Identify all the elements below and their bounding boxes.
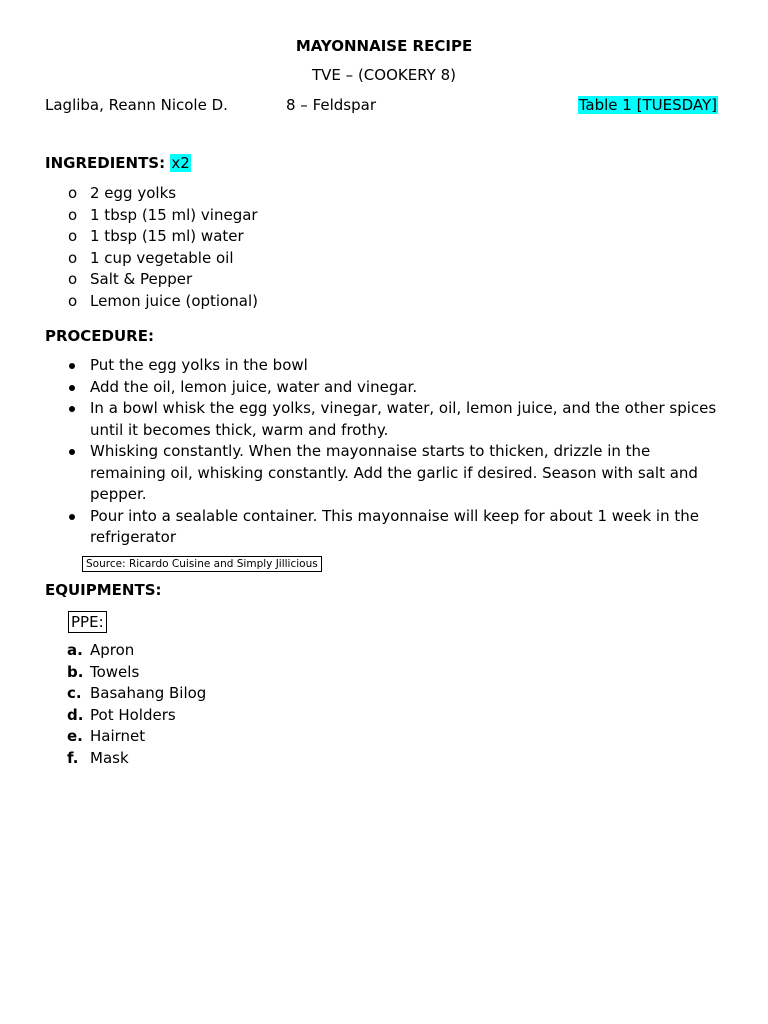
equipment-text: Basahang Bilog xyxy=(90,684,207,702)
list-item xyxy=(45,705,725,727)
procedure-heading: PROCEDURE: xyxy=(45,327,154,345)
bullet-dot-icon xyxy=(69,363,75,369)
student-name: Lagliba, Reann Nicole D. xyxy=(45,96,228,114)
list-item xyxy=(45,269,725,291)
equipment-text: Hairnet xyxy=(90,727,146,745)
list-item xyxy=(45,183,725,205)
document-title: MAYONNAISE RECIPE xyxy=(295,37,473,55)
circle-bullet-icon: o xyxy=(68,270,78,288)
list-item xyxy=(45,226,725,248)
ingredient-text: 1 tbsp (15 ml) vinegar xyxy=(90,205,258,224)
ingredients-multiplier-highlight: x2 xyxy=(171,154,190,172)
circle-bullet-icon: o xyxy=(68,205,78,224)
list-letter: f. xyxy=(67,748,79,767)
circle-bullet-icon: o xyxy=(68,291,78,310)
document-subtitle: TVE – (COOKERY 8) xyxy=(312,66,456,84)
list-letter: b. xyxy=(67,662,84,681)
table-label-highlight: Table 1 [TUESDAY] xyxy=(578,96,717,114)
list-item xyxy=(45,640,725,662)
student-info-row xyxy=(45,96,718,118)
list-item xyxy=(45,205,725,227)
bullet-dot-icon xyxy=(69,385,75,391)
list-item xyxy=(45,662,725,684)
source-citation-box: Source: Ricardo Cuisine and Simply Jillicious xyxy=(82,556,322,572)
equipment-text: Pot Holders xyxy=(90,705,176,724)
list-item xyxy=(45,377,725,399)
list-item xyxy=(45,726,725,748)
procedure-step-text: Pour into a sealable container. This mayonnaise will keep for about 1 week in the refrigerator xyxy=(90,506,699,546)
equipment-text: Mask xyxy=(90,748,129,767)
procedure-step-text: Whisking constantly. When the mayonnaise starts to thicken, drizzle in the remaining oil, whisking constantly. Add the garlic if desired. Season with salt and pepper. xyxy=(90,442,698,503)
list-letter: d. xyxy=(67,705,84,724)
ingredient-text: Lemon juice (optional) xyxy=(90,291,258,310)
list-letter: e. xyxy=(67,727,83,745)
circle-bullet-icon: o xyxy=(68,227,78,245)
equipments-heading: EQUIPMENTS: xyxy=(45,581,162,599)
ingredients-heading xyxy=(45,154,191,172)
procedure-list xyxy=(45,355,725,549)
circle-bullet-icon: o xyxy=(68,184,78,202)
list-item xyxy=(45,683,725,705)
ppe-label-box: PPE: xyxy=(68,611,107,633)
list-item xyxy=(45,748,725,770)
bullet-dot-icon xyxy=(69,514,75,520)
procedure-step-text: Put the egg yolks in the bowl xyxy=(90,356,308,374)
equipment-text: Towels xyxy=(90,662,140,681)
list-item xyxy=(45,291,725,313)
list-letter: a. xyxy=(67,641,83,659)
equipment-text: Apron xyxy=(90,641,135,659)
list-item xyxy=(45,398,725,441)
ingredient-text: 1 cup vegetable oil xyxy=(90,248,234,267)
list-item xyxy=(45,441,725,506)
ingredient-text: 1 tbsp (15 ml) water xyxy=(90,227,244,245)
ingredient-text: Salt & Pepper xyxy=(90,270,193,288)
equipments-list xyxy=(45,640,725,769)
ingredient-text: 2 egg yolks xyxy=(90,184,177,202)
ingredients-heading-text: INGREDIENTS: xyxy=(45,154,166,172)
procedure-step-text: In a bowl whisk the egg yolks, vinegar, water, oil, lemon juice, and the other spices until it becomes thick, warm and frothy. xyxy=(90,399,717,439)
procedure-step-text: Add the oil, lemon juice, water and vinegar. xyxy=(90,377,418,396)
circle-bullet-icon: o xyxy=(68,248,78,267)
list-letter: c. xyxy=(67,684,82,702)
student-section: 8 – Feldspar xyxy=(286,96,376,114)
bullet-dot-icon xyxy=(69,449,75,455)
bullet-dot-icon xyxy=(69,406,75,412)
list-item xyxy=(45,506,725,549)
list-item xyxy=(45,355,725,377)
list-item xyxy=(45,248,725,270)
ingredients-list xyxy=(45,183,725,312)
